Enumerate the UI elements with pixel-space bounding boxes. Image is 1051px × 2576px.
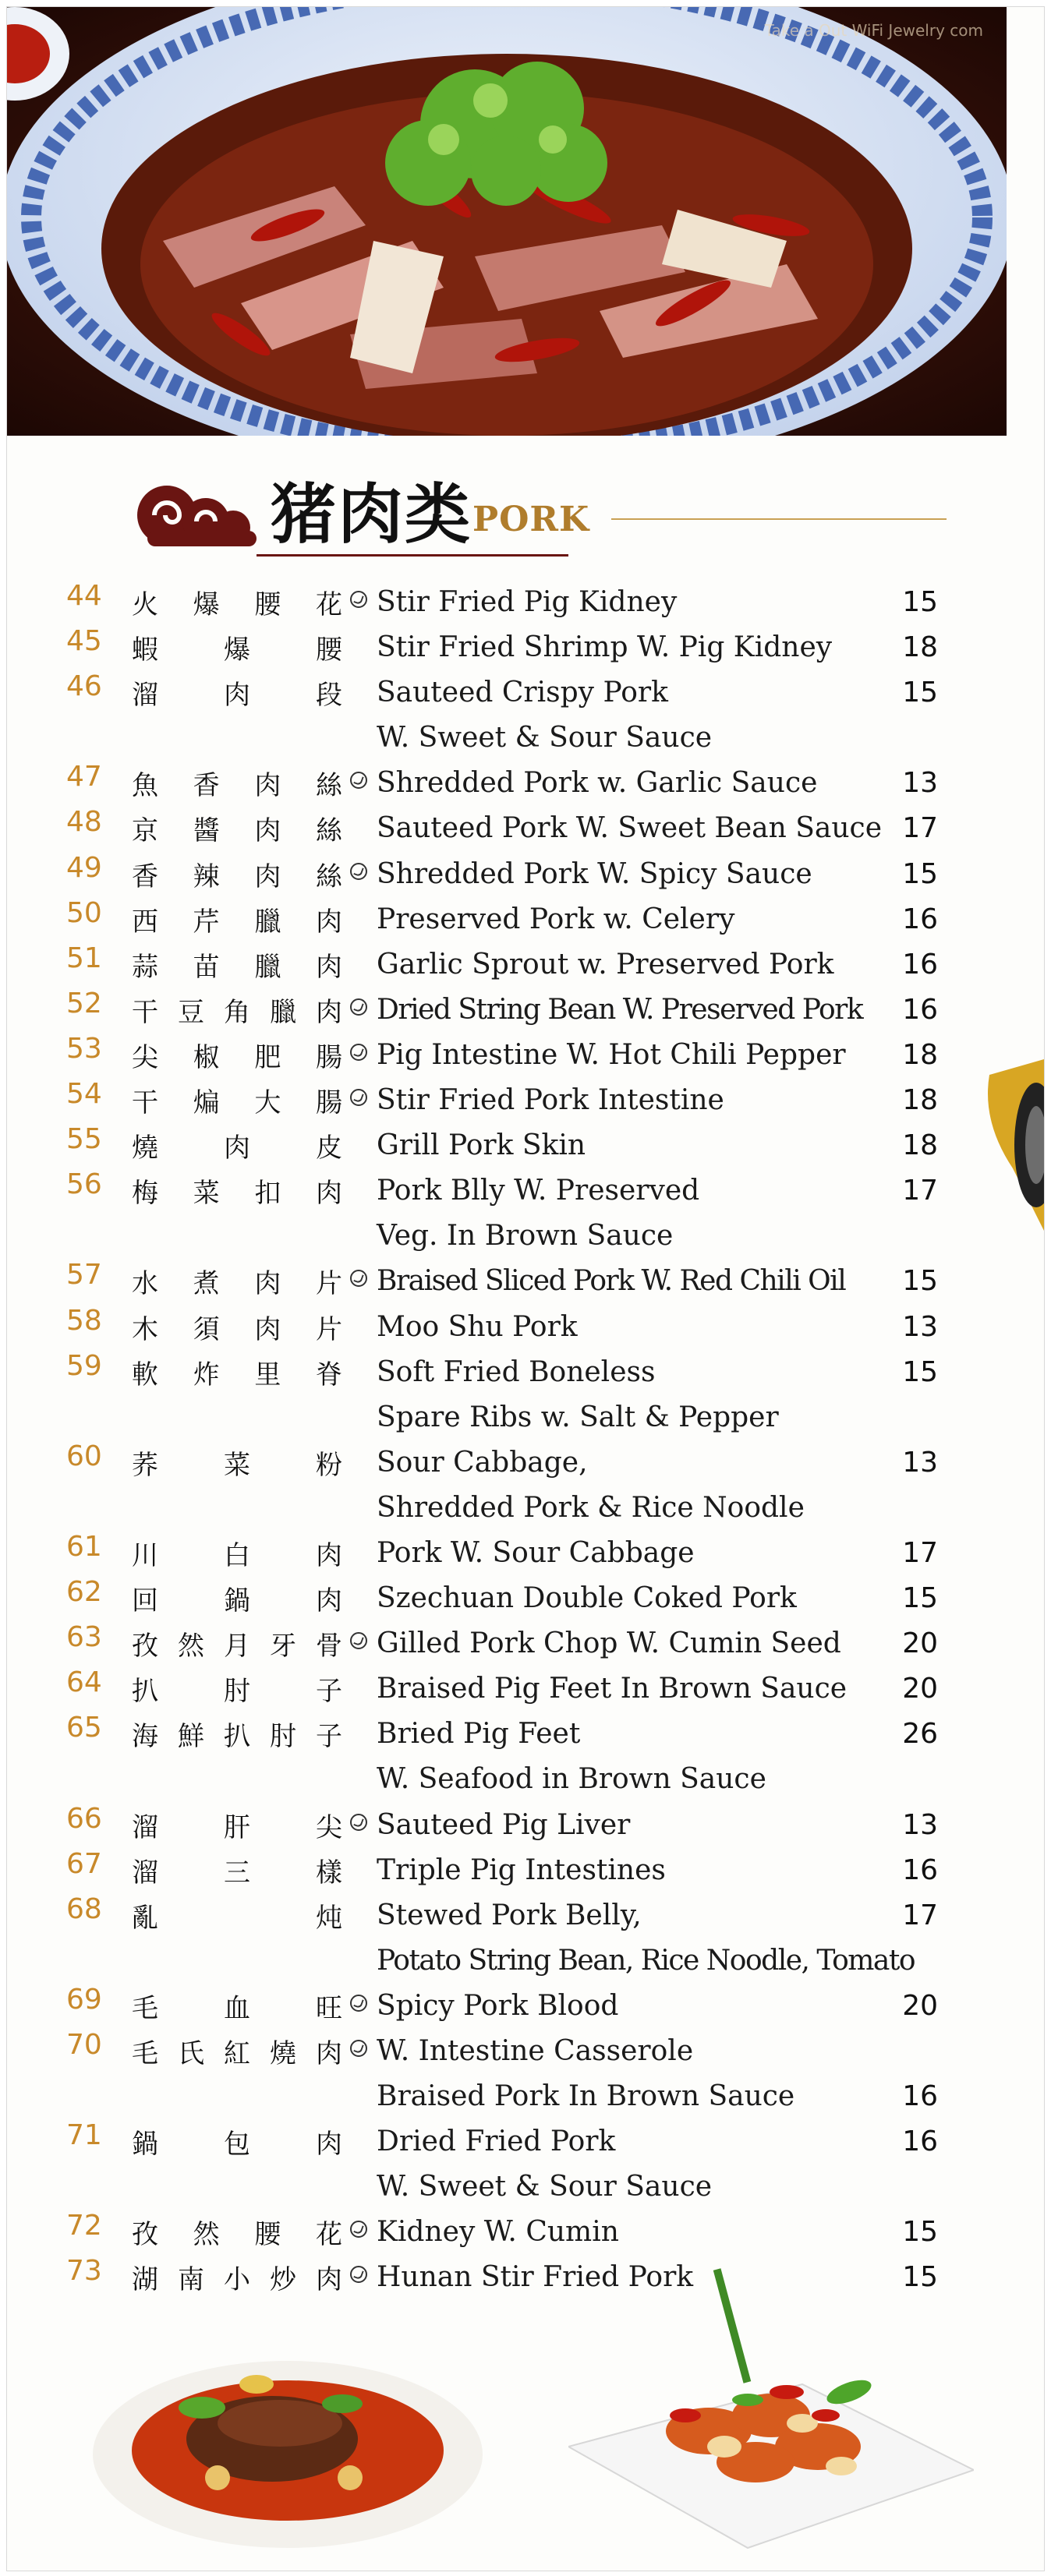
chinese-character: 西 <box>132 906 158 938</box>
item-number: 72 <box>66 2210 102 2242</box>
item-name-english: Soft Fried Boneless <box>377 1355 656 1388</box>
menu-item-row <box>7 2119 1044 2210</box>
item-name-english: Stewed Pork Belly, <box>377 1899 642 1931</box>
item-number: 52 <box>66 987 102 1019</box>
item-price: 26 <box>902 1718 938 1751</box>
chinese-character: 毛 <box>132 1992 158 2024</box>
chinese-character: 溜 <box>132 680 158 712</box>
item-name-english-line2: Shredded Pork & Rice Noodle <box>377 1491 805 1524</box>
chinese-character: 香 <box>132 860 158 892</box>
item-name-english: Spicy Pork Blood <box>377 1989 619 2022</box>
item-number: 60 <box>66 1440 102 1472</box>
section-title-english: PORK <box>472 500 590 539</box>
item-price: 16 <box>902 2125 938 2158</box>
spicy-pepper-icon <box>350 591 367 608</box>
item-number: 66 <box>66 1802 102 1835</box>
item-name-chinese <box>132 764 342 802</box>
chinese-character: 然 <box>193 2219 220 2251</box>
item-name-english: Sauteed Pig Liver <box>377 1808 631 1841</box>
item-price: 16 <box>902 903 938 935</box>
chinese-character: 血 <box>224 1992 250 2024</box>
item-name-chinese <box>132 1896 342 1935</box>
item-name-chinese <box>132 945 342 984</box>
item-name-english: Sauteed Pork W. Sweet Bean Sauce <box>377 812 882 845</box>
menu-item-row <box>7 1123 1044 1168</box>
item-number: 68 <box>66 1892 102 1925</box>
chinese-character: 肉 <box>315 951 342 983</box>
chinese-character: 片 <box>315 1268 342 1300</box>
chinese-character: 燒 <box>132 1133 158 1164</box>
chinese-character: 肉 <box>254 860 281 892</box>
item-name-chinese <box>132 1081 342 1119</box>
chinese-character: 孜 <box>132 2219 158 2251</box>
item-name-chinese <box>132 673 342 712</box>
chinese-character: 肉 <box>254 770 281 802</box>
item-number: 71 <box>66 2119 102 2152</box>
item-price: 17 <box>902 1536 938 1569</box>
item-name-english-line2: Braised Pork In Brown Sauce <box>377 2080 795 2112</box>
item-number: 73 <box>66 2255 102 2288</box>
item-name-chinese <box>132 1443 342 1482</box>
item-name-english: Triple Pig Intestines <box>377 1853 666 1886</box>
menu-item-row <box>7 942 1044 988</box>
item-name-chinese <box>132 628 342 666</box>
menu-item-row <box>7 852 1044 897</box>
chinese-character: 尖 <box>316 1811 342 1843</box>
item-name-chinese <box>132 991 342 1029</box>
menu-item-row <box>7 670 1044 761</box>
chinese-character: 梅 <box>132 1178 158 1210</box>
spicy-pepper-icon <box>350 1995 367 2012</box>
item-name-english: Sour Cabbage, <box>377 1446 588 1479</box>
chinese-character: 辣 <box>193 860 220 892</box>
chinese-character: 炸 <box>193 1359 220 1390</box>
item-price: 15 <box>902 586 938 618</box>
item-name-english: Stir Fried Pork Intestine <box>377 1084 724 1117</box>
chinese-character: 皮 <box>316 1133 342 1164</box>
menu-item-row <box>7 1078 1044 1123</box>
chinese-character: 旺 <box>316 1992 342 2024</box>
chinese-character: 脊 <box>315 1359 342 1390</box>
item-price: 16 <box>902 948 938 981</box>
item-name-english-line2: W. Sweet & Sour Sauce <box>377 2171 713 2203</box>
menu-item-row <box>7 988 1044 1033</box>
stir-fried-dish-photo <box>568 2267 974 2564</box>
chinese-character: 毛 <box>132 2038 158 2069</box>
chinese-character: 段 <box>316 680 342 712</box>
chinese-character: 肉 <box>254 815 281 847</box>
menu-item-row <box>7 625 1044 670</box>
menu-item-row <box>7 1712 1044 1802</box>
chinese-character: 炒 <box>270 2264 296 2296</box>
item-name-chinese <box>132 1534 342 1572</box>
item-price: 15 <box>902 2261 938 2294</box>
chinese-character: 鍋 <box>224 1585 250 1617</box>
spicy-pepper-icon <box>350 2221 367 2238</box>
side-dish-photo <box>982 1059 1044 1246</box>
item-number: 50 <box>66 896 102 929</box>
chinese-character: 臘 <box>270 996 296 1028</box>
menu-item-row <box>7 580 1044 625</box>
item-name-english: Hunan Stir Fried Pork <box>377 2261 694 2294</box>
chinese-character: 爆 <box>193 589 220 620</box>
item-name-english: Szechuan Double Coked Pork <box>377 1582 797 1615</box>
chinese-character: 角 <box>224 996 250 1028</box>
menu-item-row <box>7 1350 1044 1440</box>
chinese-character: 里 <box>254 1359 281 1390</box>
chinese-character: 火 <box>132 589 158 620</box>
item-number: 58 <box>66 1304 102 1337</box>
item-number: 64 <box>66 1666 102 1699</box>
item-price: 20 <box>902 1627 938 1660</box>
menu-item-row <box>7 1621 1044 1666</box>
item-name-chinese <box>132 1579 342 1617</box>
chinese-character: 蝦 <box>132 634 158 666</box>
item-name-english: Stir Fried Shrimp W. Pig Kidney <box>377 631 833 664</box>
item-name-english: Stir Fried Pig Kidney <box>377 586 678 618</box>
item-name-english: Sauteed Crispy Pork <box>377 677 668 709</box>
chinese-character: 菜 <box>193 1178 220 1210</box>
chinese-character: 蒜 <box>132 951 158 983</box>
menu-item-row <box>7 1848 1044 1893</box>
item-name-chinese <box>132 855 342 893</box>
item-price: 17 <box>902 1899 938 1931</box>
chinese-character: 花 <box>315 2219 342 2251</box>
item-name-english-line2: Potato String Bean, Rice Noodle, Tomato <box>377 1944 915 1977</box>
item-price: 17 <box>902 1175 938 1207</box>
item-name-chinese <box>132 1126 342 1164</box>
item-price: 15 <box>902 677 938 709</box>
chinese-character: 木 <box>132 1313 158 1345</box>
spicy-pepper-icon <box>350 2040 367 2057</box>
item-price: 13 <box>902 1310 938 1343</box>
chinese-character: 臘 <box>254 951 281 983</box>
item-name-english: Kidney W. Cumin <box>377 2216 619 2249</box>
item-price: 18 <box>902 1038 938 1071</box>
chinese-character: 腸 <box>315 1087 342 1119</box>
chinese-character: 腰 <box>254 589 281 620</box>
chinese-character: 肝 <box>224 1811 250 1843</box>
item-price: 17 <box>902 812 938 845</box>
section-title-chinese: 猪肉类 <box>271 476 472 553</box>
chinese-character: 煮 <box>193 1268 220 1300</box>
chinese-character: 片 <box>315 1313 342 1345</box>
item-number: 65 <box>66 1712 102 1744</box>
chinese-character: 臘 <box>254 906 281 938</box>
spicy-pepper-icon <box>350 772 367 789</box>
item-name-english: Grill Pork Skin <box>377 1129 586 1162</box>
item-number: 51 <box>66 942 102 974</box>
menu-item-row <box>7 1305 1044 1350</box>
chinese-character: 腰 <box>316 634 342 666</box>
item-name-chinese <box>132 1262 342 1300</box>
item-name-english: Gilled Pork Chop W. Cumin Seed <box>377 1627 841 1660</box>
item-name-chinese <box>132 1715 342 1753</box>
chinese-character: 白 <box>224 1539 250 1571</box>
spicy-pork-dish-image <box>7 7 1007 436</box>
chinese-character: 炖 <box>316 1902 342 1934</box>
item-number: 61 <box>66 1530 102 1563</box>
chinese-character: 肥 <box>254 1041 281 1073</box>
item-number: 44 <box>66 580 102 612</box>
chinese-character: 肉 <box>315 906 342 938</box>
chinese-character: 扣 <box>254 1178 281 1210</box>
menu-item-row <box>7 761 1044 806</box>
chinese-character: 絲 <box>315 860 342 892</box>
chinese-character: 然 <box>178 1631 204 1663</box>
item-number: 54 <box>66 1078 102 1111</box>
item-name-chinese <box>132 2213 342 2251</box>
item-price: 13 <box>902 1808 938 1841</box>
item-name-chinese <box>132 1806 342 1844</box>
chinese-character: 豆 <box>178 996 204 1028</box>
item-name-english-line2: Spare Ribs w. Salt & Pepper <box>377 1401 779 1433</box>
item-name-english: Braised Sliced Pork W. Red Chili Oil <box>377 1265 846 1298</box>
chinese-character: 骨 <box>316 1631 342 1663</box>
chinese-character: 肉 <box>224 1133 250 1164</box>
chinese-character: 京 <box>132 815 158 847</box>
chinese-character: 孜 <box>132 1631 158 1663</box>
chinese-character: 腰 <box>254 2219 281 2251</box>
item-name-english: Preserved Pork w. Celery <box>377 903 735 935</box>
spicy-pepper-icon <box>350 1632 367 1649</box>
menu-item-row <box>7 1033 1044 1078</box>
chinese-character: 粉 <box>316 1449 342 1481</box>
chinese-character: 川 <box>132 1539 158 1571</box>
chinese-character: 須 <box>193 1313 220 1345</box>
item-price: 20 <box>902 1673 938 1705</box>
chinese-character: 肉 <box>224 680 250 712</box>
menu-item-row <box>7 1984 1044 2029</box>
menu-page <box>6 6 1045 2571</box>
menu-item-row <box>7 1168 1044 1259</box>
chinese-character: 回 <box>132 1585 158 1617</box>
item-name-english: Pork Blly W. Preserved <box>377 1175 700 1207</box>
item-price: 16 <box>902 2080 938 2112</box>
item-name-english: Bried Pig Feet <box>377 1718 581 1751</box>
chinese-character: 紅 <box>224 2038 250 2069</box>
item-name-english: Pig Intestine W. Hot Chili Pepper <box>377 1038 846 1071</box>
item-name-chinese <box>132 1851 342 1889</box>
chinese-character: 肘 <box>270 1721 296 1753</box>
chinese-character: 鮮 <box>178 1721 204 1753</box>
menu-item-row <box>7 1576 1044 1621</box>
chinese-character: 南 <box>178 2264 204 2296</box>
item-number: 55 <box>66 1123 102 1156</box>
chinese-character: 扒 <box>132 1676 158 1708</box>
item-price: 15 <box>902 1355 938 1388</box>
watermark-text: Take a Out WiFi Jewelry com <box>764 21 983 40</box>
item-name-chinese <box>132 809 342 847</box>
chinese-character: 干 <box>132 1087 158 1119</box>
spicy-pepper-icon <box>350 2266 367 2283</box>
chinese-character: 絲 <box>315 770 342 802</box>
chinese-character: 肉 <box>254 1313 281 1345</box>
item-name-english: Garlic Sprout w. Preserved Pork <box>377 948 834 981</box>
item-name-chinese <box>132 2258 342 2296</box>
menu-item-row <box>7 806 1044 851</box>
item-price: 16 <box>902 993 938 1026</box>
item-number: 45 <box>66 625 102 658</box>
chinese-character: 肉 <box>316 2264 342 2296</box>
item-price: 18 <box>902 631 938 664</box>
item-name-english: Moo Shu Pork <box>377 1310 578 1343</box>
item-number: 56 <box>66 1168 102 1201</box>
chinese-character: 香 <box>193 770 220 802</box>
chinese-character: 肉 <box>316 2038 342 2069</box>
item-name-english: Shredded Pork W. Spicy Sauce <box>377 857 812 890</box>
item-number: 69 <box>66 1983 102 2016</box>
menu-item-row <box>7 2029 1044 2119</box>
spicy-pepper-icon <box>350 1814 367 1831</box>
item-name-english-line2: W. Seafood in Brown Sauce <box>377 1763 766 1796</box>
item-price: 15 <box>902 1582 938 1615</box>
chinese-character: 干 <box>132 996 158 1028</box>
chinese-character: 肘 <box>224 1676 250 1708</box>
chinese-character: 爆 <box>224 634 250 666</box>
chinese-character: 肉 <box>316 1539 342 1571</box>
item-number: 48 <box>66 806 102 839</box>
item-name-english: Braised Pig Feet In Brown Sauce <box>377 1673 848 1705</box>
item-number: 59 <box>66 1349 102 1382</box>
item-name-english: Dried Fried Pork <box>377 2125 616 2158</box>
chinese-character: 包 <box>224 2129 250 2161</box>
menu-item-row <box>7 1893 1044 1984</box>
menu-list <box>7 580 1044 2301</box>
item-number: 70 <box>66 2029 102 2061</box>
chinese-character: 菜 <box>224 1449 250 1481</box>
chinese-character: 溜 <box>132 1811 158 1843</box>
item-name-english: Dried String Bean W. Preserved Pork <box>377 993 863 1026</box>
item-name-english: W. Intestine Casserole <box>377 2035 694 2067</box>
item-price: 13 <box>902 767 938 800</box>
item-price: 18 <box>902 1129 938 1162</box>
item-name-chinese <box>132 900 342 938</box>
chinese-character: 醬 <box>193 815 220 847</box>
item-number: 67 <box>66 1847 102 1880</box>
chinese-character: 腸 <box>315 1041 342 1073</box>
item-number: 46 <box>66 670 102 703</box>
chinese-character: 亂 <box>132 1902 158 1934</box>
chinese-character: 花 <box>315 589 342 620</box>
item-number: 53 <box>66 1032 102 1065</box>
item-price: 15 <box>902 1265 938 1298</box>
item-name-chinese <box>132 1036 342 1074</box>
item-number: 63 <box>66 1621 102 1654</box>
item-price: 15 <box>902 857 938 890</box>
menu-item-row <box>7 1666 1044 1712</box>
chinese-character: 燒 <box>270 2038 296 2069</box>
item-name-english-line2: Veg. In Brown Sauce <box>377 1220 674 1253</box>
hero-food-photo <box>7 7 1007 436</box>
item-name-chinese <box>132 1624 342 1663</box>
item-name-english: Shredded Pork w. Garlic Sauce <box>377 767 818 800</box>
item-name-chinese <box>132 2122 342 2161</box>
chinese-character: 肉 <box>316 996 342 1028</box>
item-price: 16 <box>902 1853 938 1886</box>
menu-item-row <box>7 1531 1044 1576</box>
menu-item-row <box>7 897 1044 942</box>
menu-item-row <box>7 2210 1044 2255</box>
chinese-character: 絲 <box>315 815 342 847</box>
item-name-english-line2: W. Sweet & Sour Sauce <box>377 722 713 754</box>
spicy-pepper-icon <box>350 863 367 880</box>
chinese-character: 煸 <box>193 1087 220 1119</box>
chinese-character: 湖 <box>132 2264 158 2296</box>
chinese-character: 鍋 <box>132 2129 158 2161</box>
chinese-character: 苗 <box>193 951 220 983</box>
chinese-character: 海 <box>132 1721 158 1753</box>
spicy-pepper-icon <box>350 1044 367 1061</box>
section-header <box>132 462 958 556</box>
cloud-ornament-icon <box>132 476 257 554</box>
title-underline <box>257 554 568 557</box>
braised-pork-photo <box>85 2322 490 2556</box>
item-price: 15 <box>902 2216 938 2249</box>
chinese-character: 肉 <box>315 1178 342 1210</box>
chinese-character: 氏 <box>178 2038 204 2069</box>
title-divider-line <box>611 518 947 520</box>
item-name-chinese <box>132 2032 342 2070</box>
menu-item-row <box>7 1259 1044 1304</box>
chinese-character: 椒 <box>193 1041 220 1073</box>
chinese-character: 扒 <box>224 1721 250 1753</box>
item-name-english: Pork W. Sour Cabbage <box>377 1536 695 1569</box>
item-price: 20 <box>902 1989 938 2022</box>
chinese-character: 肉 <box>254 1268 281 1300</box>
chinese-character: 荞 <box>132 1449 158 1481</box>
chinese-character: 軟 <box>132 1359 158 1390</box>
chinese-character: 芹 <box>193 906 220 938</box>
chinese-character: 大 <box>254 1087 281 1119</box>
chinese-character: 肉 <box>316 1585 342 1617</box>
chinese-character: 牙 <box>270 1631 296 1663</box>
chinese-character: 月 <box>224 1631 250 1663</box>
item-name-chinese <box>132 583 342 621</box>
chinese-character: 水 <box>132 1268 158 1300</box>
spicy-pepper-icon <box>350 1270 367 1287</box>
chinese-character: 樣 <box>316 1857 342 1889</box>
chinese-character: 小 <box>224 2264 250 2296</box>
item-number: 57 <box>66 1259 102 1292</box>
chinese-character: 魚 <box>132 770 158 802</box>
item-name-chinese <box>132 1987 342 2025</box>
chinese-character: 子 <box>316 1676 342 1708</box>
item-price: 13 <box>902 1446 938 1479</box>
item-name-chinese <box>132 1171 342 1210</box>
chinese-character: 尖 <box>132 1041 158 1073</box>
chinese-character: 肉 <box>316 2129 342 2161</box>
chinese-character: 三 <box>224 1857 250 1889</box>
chinese-character: 子 <box>316 1721 342 1753</box>
item-number: 47 <box>66 761 102 793</box>
spicy-pepper-icon <box>350 1089 367 1106</box>
item-name-chinese <box>132 1308 342 1346</box>
chinese-character: 溜 <box>132 1857 158 1889</box>
item-number: 62 <box>66 1576 102 1609</box>
item-name-chinese <box>132 1670 342 1708</box>
item-price: 18 <box>902 1084 938 1117</box>
menu-item-row <box>7 1803 1044 1848</box>
item-number: 49 <box>66 851 102 884</box>
item-name-chinese <box>132 1353 342 1391</box>
spicy-pepper-icon <box>350 998 367 1016</box>
menu-item-row <box>7 1440 1044 1531</box>
